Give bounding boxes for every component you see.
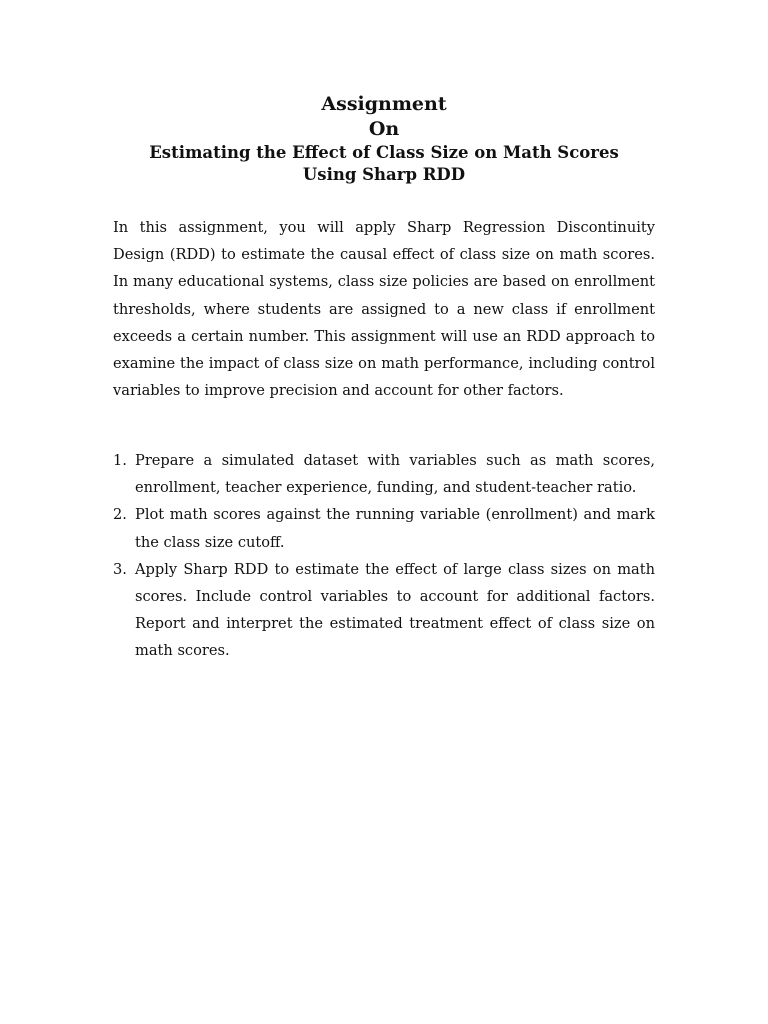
task-number: 1. [113,452,127,469]
task-text: Plot math scores against the running variable (enrollment) and mark the class size cutoff. [135,506,655,551]
task-list [113,447,655,665]
task-item-2 [113,501,655,555]
task-number: 2. [113,506,127,524]
document-title-line-1: Assignment [321,93,447,115]
task-number: 3. [113,560,127,578]
task-item-3 [113,556,655,665]
task-item-1 [113,447,655,501]
document-subtitle-line-2: Using Sharp RDD [302,165,466,184]
document-subtitle-line-1: Estimating the Effect of Class Size on Math Scores [149,143,619,162]
title-block [0,92,768,186]
task-text: Apply Sharp RDD to estimate the effect of large class sizes on math scores. Include control variables to account for additional factors. Report and interpret the estimated treatment effect of class size on math scores. [135,560,655,660]
intro-paragraph: In this assignment, you will apply Sharp Regression Discontinuity Design (RDD) to estimate the causal effect of class size on math scores. In many educational systems, class size policies are based on enrollment thresholds, where students are assigned to a new class if enrollment exceeds a certain number. This assignment will use an RDD approach to examine the impact of class size on math performance, including control variables to improve precision and account for other factors. [113,219,655,400]
document-title-line-2: On [368,118,400,140]
task-text: Prepare a simulated dataset with variables such as math scores, enrollment, teacher experience, funding, and student-teacher ratio. [135,452,655,497]
